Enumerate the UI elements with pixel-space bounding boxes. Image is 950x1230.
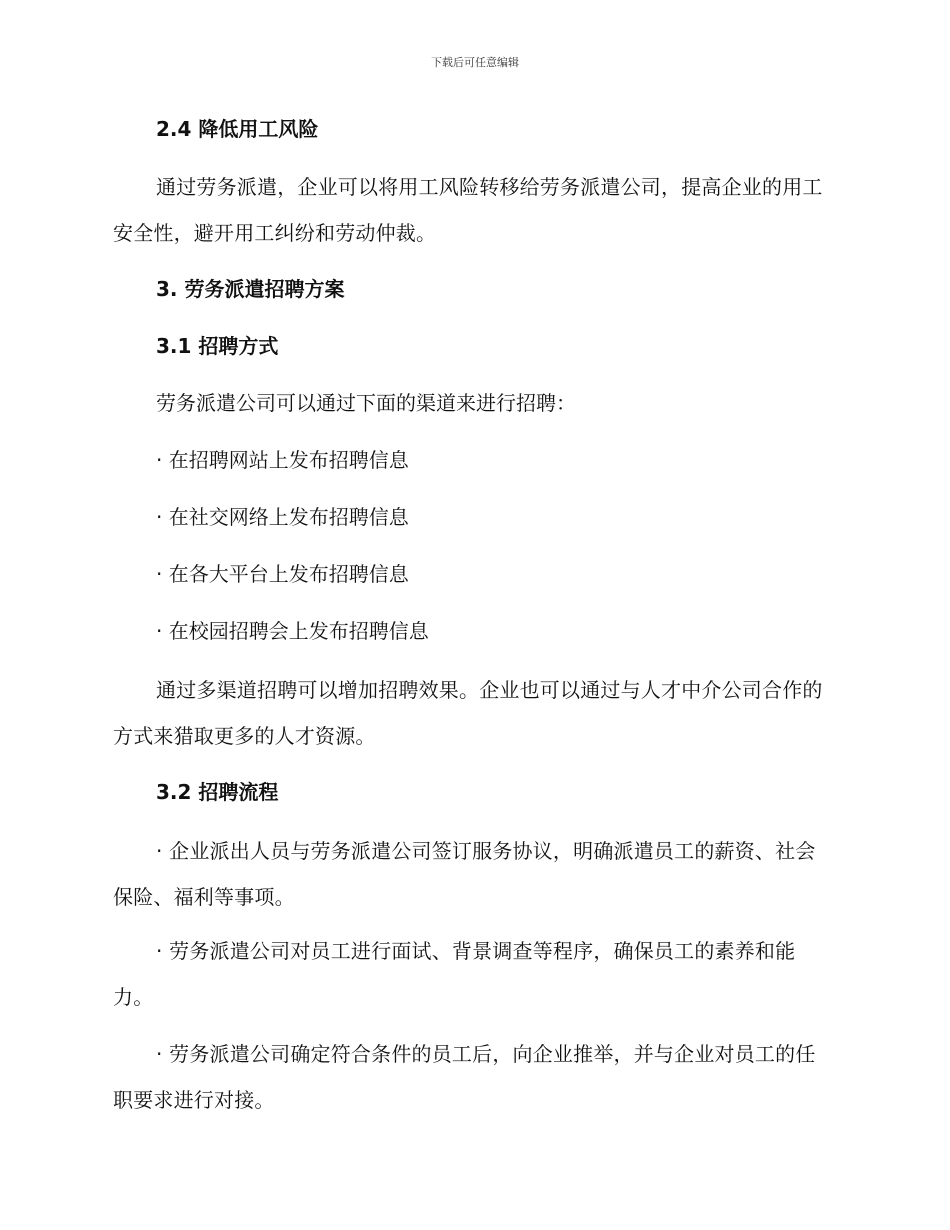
list-item: · 企业派出人员与劳务派遣公司签订服务协议，明确派遣员工的薪资、社会保险、福利等事项。: [113, 839, 816, 909]
section-3-1-intro: 劳务派遣公司可以通过下面的渠道来进行招聘：: [156, 391, 576, 415]
list-item: · 在各大平台上发布招聘信息: [156, 562, 409, 586]
section-3-2-title: 3.2 招聘流程: [156, 780, 279, 804]
page-header: 下载后可任意编辑: [431, 56, 519, 69]
section-2-4-title: 2.4 降低用工风险: [156, 117, 319, 141]
list-item: · 劳务派遣公司对员工进行面试、背景调查等程序，确保员工的素养和能力。: [113, 939, 796, 1009]
section-2-4-text: 通过劳务派遣，企业可以将用工风险转移给劳务派遣公司，提高企业的用工安全性，避开用工纠纷和劳动仲裁。: [113, 175, 823, 245]
section-3-1-text: 通过多渠道招聘可以增加招聘效果。企业也可以通过与人才中介公司合作的方式来猎取更多的人才资源。: [113, 678, 823, 748]
list-item: · 在招聘网站上发布招聘信息: [156, 448, 409, 472]
list-item: · 在校园招聘会上发布招聘信息: [156, 619, 429, 643]
list-item: · 在社交网络上发布招聘信息: [156, 505, 409, 529]
section-3-1-title: 3.1 招聘方式: [156, 334, 279, 358]
list-item: · 劳务派遣公司确定符合条件的员工后，向企业推举，并与企业对员工的任职要求进行对接。: [113, 1042, 816, 1112]
section-3-title: 3. 劳务派遣招聘方案: [156, 277, 345, 301]
